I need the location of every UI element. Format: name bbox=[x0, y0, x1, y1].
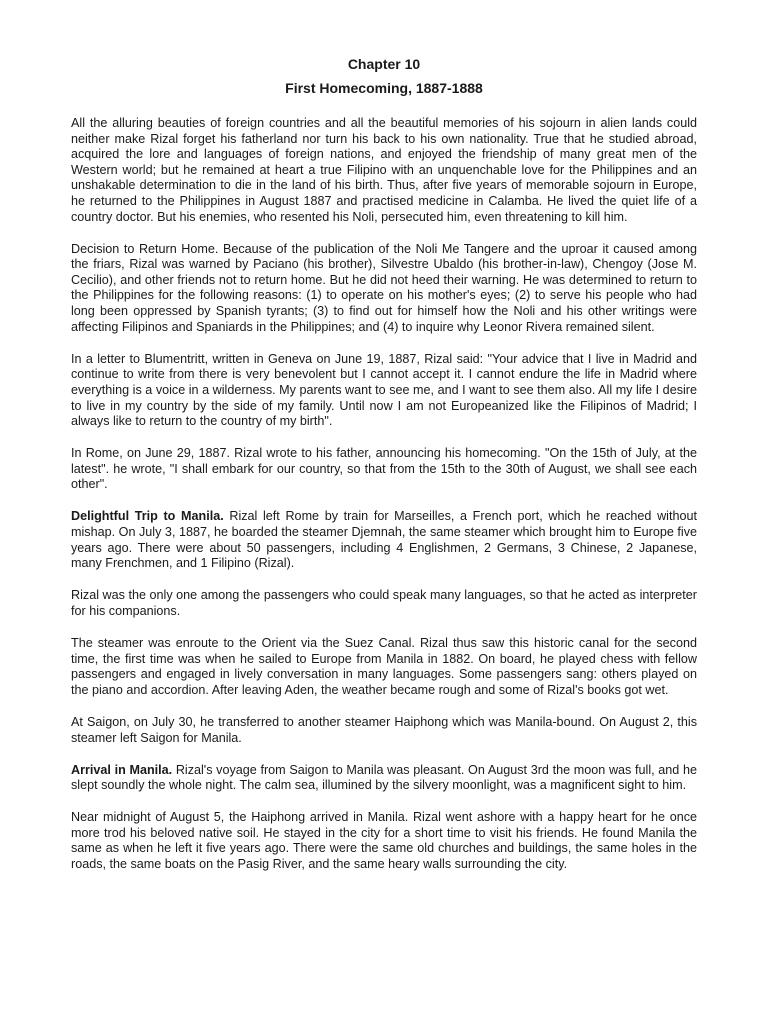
paragraph-letter-to-blumentritt bbox=[71, 352, 697, 430]
paragraph-delightful-trip bbox=[71, 509, 697, 571]
paragraph-text: Near midnight of August 5, the Haiphong arrived in Manila. Rizal went ashore with a happy heart for he once more trod his beloved native soil. He stayed in the city for a short time to visit his friends. He found Manila the same as when he left it five years ago. There were the same old churches and buildings, the same holes in the roads, the same boats on the Pasig River, and the same heary walls surrounding the city. bbox=[71, 810, 697, 872]
section-heading: Arrival in Manila. bbox=[71, 762, 173, 777]
paragraph-intro bbox=[71, 116, 697, 225]
paragraph-text: Decision to Return Home. Because of the publication of the Noli Me Tangere and the uproar it caused among the friars, Rizal was warned by Paciano (his brother), Silvestre Ubaldo (his brother-in-law), Chengoy (Jose M. Cecilio), and other friends not to return home. But he did not heed their warning. He was determined to return to the Philippines for the following reasons: (1) to operate on his mother's eyes; (2) to serve his people who had long been oppressed by Spanish tyrants; (3) to find out for himself how the Noli and his other writings were affecting Filipinos and Spaniards in the Philippines; and (4) to inquire why Leonor Rivera remained silent. bbox=[71, 241, 697, 334]
paragraph-text: Rizal was the only one among the passengers who could speak many languages, so that he acted as interpreter for his companions. bbox=[71, 588, 697, 618]
chapter-number: Chapter 10 bbox=[347, 56, 421, 72]
document-page bbox=[71, 54, 697, 873]
paragraph-text: All the alluring beauties of foreign countries and all the beautiful memories of his sojourn in alien lands could neither make Rizal forget his fatherland nor turn his back to his own nationality. True that he studied abroad, acquired the lore and languages of foreign nations, and enjoyed the friendship of many great men of the Western world; but he remained at heart a true Filipino with an unquenchable love for the Philippines and an unshakable determination to die in the land of his birth. Thus, after five years of memorable sojourn in Europe, he returned to the Philippines in August 1887 and practised medicine in Calamba. He lived the quiet life of a country doctor. But his enemies, who resented his Noli, persecuted him, even threatening to kill him. bbox=[71, 116, 697, 224]
section-heading: Delightful Trip to Manila. bbox=[71, 509, 224, 524]
paragraph-text: In Rome, on June 29, 1887. Rizal wrote to his father, announcing his homecoming. "On the 15th of July, at the latest". he wrote, "I shall embark for our country, so that from the 15th to the 30th of August, we shall see each other". bbox=[71, 446, 697, 492]
paragraph-interpreter bbox=[71, 588, 697, 619]
paragraph-midnight-arrival bbox=[71, 810, 697, 872]
paragraph-decision-to-return bbox=[71, 242, 697, 336]
paragraph-text: In a letter to Blumentritt, written in Geneva on June 19, 1887, Rizal said: "Your advice that I live in Madrid and continue to write from there is very benevolent but I cannot accept it. I cannot endure the life in Madrid where everything is a voice in a wilderness. My parents want to see me, and I want to see them also. All my life I desire to live in my country by the side of my family. Until now I am not Europeanized like the Filipinos of Madrid; I always like to return to the country of my birth". bbox=[71, 351, 697, 429]
paragraph-text: At Saigon, on July 30, he transferred to another steamer Haiphong which was Manila-bound. On August 2, this steamer left Saigon for Manila. bbox=[71, 714, 697, 745]
paragraph-text: The steamer was enroute to the Orient via the Suez Canal. Rizal thus saw this historic canal for the second time, the first time was when he sailed to Europe from Manila in 1882. On board, he played chess with fellow passengers and engaged in lively conversation in many languages. Some passengers sang: others played on the piano and accordion. After leaving Aden, the weather became rough and some of Rizal's books got wet. bbox=[71, 636, 697, 697]
paragraph-text: Rizal left Rome by train for Marseilles, a French port, which he reached without mishap. On July 3, 1887, he boarded the steamer Djemnah, the same steamer which brought him to Europe five years ago. There were about 50 passengers, including 4 Englishmen, 2 Germans, 3 Chinese, 2 Japanese, many Frenchmen, and 1 Filipino (Rizal). bbox=[71, 509, 697, 571]
paragraph-saigon bbox=[71, 715, 697, 746]
paragraph-text: Rizal's voyage from Saigon to Manila was pleasant. On August 3rd the moon was full, and he slept soundly the whole night. The calm sea, illumined by the silvery moonlight, was a magnificent sight to him. bbox=[71, 762, 697, 793]
chapter-title: First Homecoming, 1887-1888 bbox=[285, 80, 483, 96]
paragraph-arrival-in-manila bbox=[71, 763, 697, 794]
paragraph-suez-canal bbox=[71, 636, 697, 698]
paragraph-rome-letter bbox=[71, 446, 697, 493]
